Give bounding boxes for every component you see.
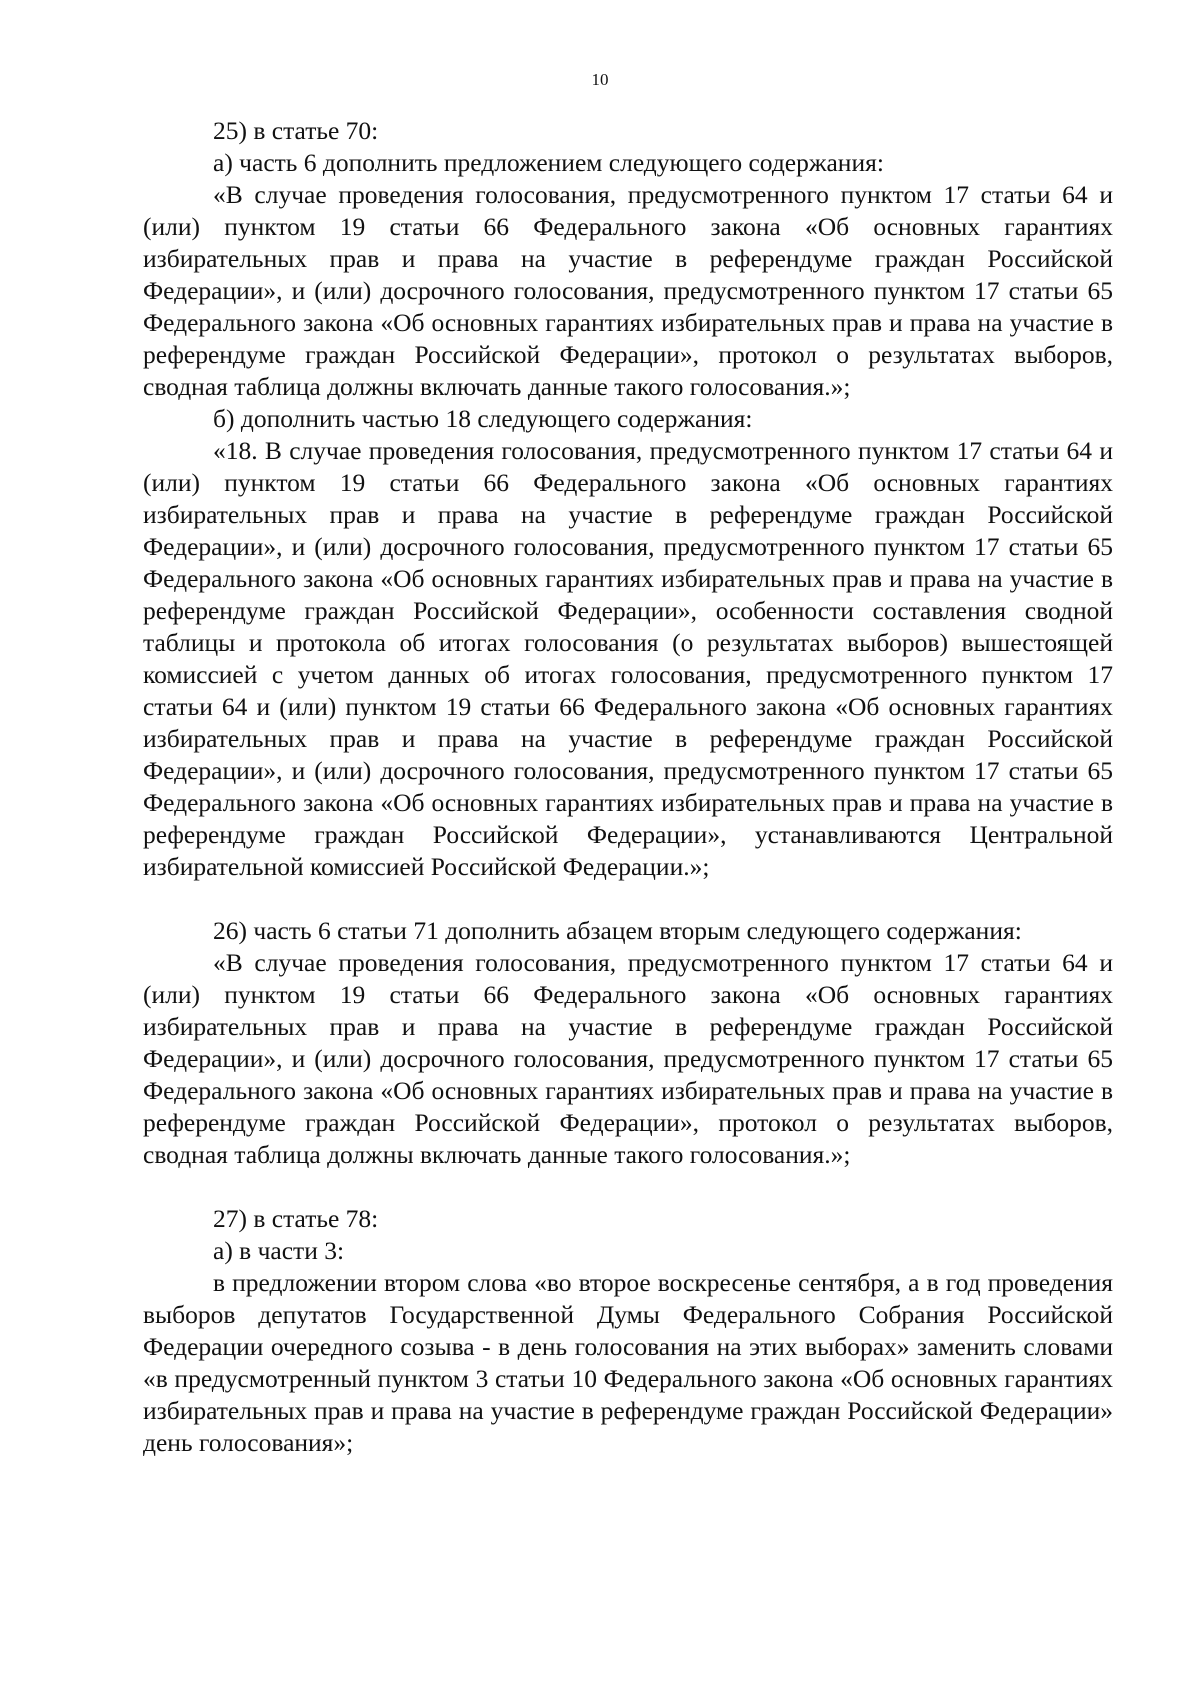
document-body — [143, 115, 1113, 1459]
paragraph-quote-part-18: «18. В случае проведения голосования, предусмотренного пунктом 17 статьи 64 и (или) пунктом 19 статьи 66 Федерального закона «Об основных гарантиях избирательных прав и права на участие в референдуме граждан Российской Федерации», и (или) досрочного голосования, предусмотренного пунктом 17 статьи 65 Федерального закона «Об основных гарантиях избирательных прав и права на участие в референдуме граждан Российской Федерации», особенности составления сводной таблицы и протокола об итогах голосования (о результатах выборов) вышестоящей комиссией с учетом данных об итогах голосования, предусмотренного пунктом 17 статьи 64 и (или) пунктом 19 статьи 66 Федерального закона «Об основных гарантиях избирательных прав и права на участие в референдуме граждан Российской Федерации», и (или) досрочного голосования, предусмотренного пунктом 17 статьи 65 Федерального закона «Об основных гарантиях избирательных прав и права на участие в референдуме граждан Российской Федерации», устанавливаются Центральной избирательной комиссией Российской Федерации.»; — [143, 436, 1113, 881]
paragraph-item-25-header: 25) в статье 70: — [213, 116, 379, 145]
paragraph-subitem-b: б) дополнить частью 18 следующего содержания: — [213, 404, 753, 433]
paragraph-subitem-a-part-3: а) в части 3: — [213, 1236, 345, 1265]
page-number: 10 — [591, 70, 609, 89]
paragraph-subitem-a: а) часть 6 дополнить предложением следующего содержания: — [213, 148, 884, 177]
paragraph-replacement-text: в предложении втором слова «во второе воскресенье сентября, а в год проведения выборов депутатов Государственной Думы Федерального Собрания Российской Федерации очередного созыва - в день голосования на этих выборах» заменить словами «в предусмотренный пунктом 3 статьи 10 Федерального закона «Об основных гарантиях избирательных прав и права на участие в референдуме граждан Российской Федерации» день голосования»; — [143, 1268, 1113, 1457]
paragraph-quote-article-71: «В случае проведения голосования, предусмотренного пунктом 17 статьи 64 и (или) пунктом 19 статьи 66 Федерального закона «Об основных гарантиях избирательных прав и права на участие в референдуме граждан Российской Федерации», и (или) досрочного голосования, предусмотренного пунктом 17 статьи 65 Федерального закона «Об основных гарантиях избирательных прав и права на участие в референдуме граждан Российской Федерации», протокол о результатах выборов, сводная таблица должны включать данные такого голосования.»; — [143, 948, 1113, 1169]
paragraph-quote-part-6: «В случае проведения голосования, предусмотренного пунктом 17 статьи 64 и (или) пунктом 19 статьи 66 Федерального закона «Об основных гарантиях избирательных прав и права на участие в референдуме граждан Российской Федерации», и (или) досрочного голосования, предусмотренного пунктом 17 статьи 65 Федерального закона «Об основных гарантиях избирательных прав и права на участие в референдуме граждан Российской Федерации», протокол о результатах выборов, сводная таблица должны включать данные такого голосования.»; — [143, 180, 1113, 401]
paragraph-item-26: 26) часть 6 статьи 71 дополнить абзацем вторым следующего содержания: — [213, 916, 1022, 945]
paragraph-item-27-header: 27) в статье 78: — [213, 1204, 379, 1233]
